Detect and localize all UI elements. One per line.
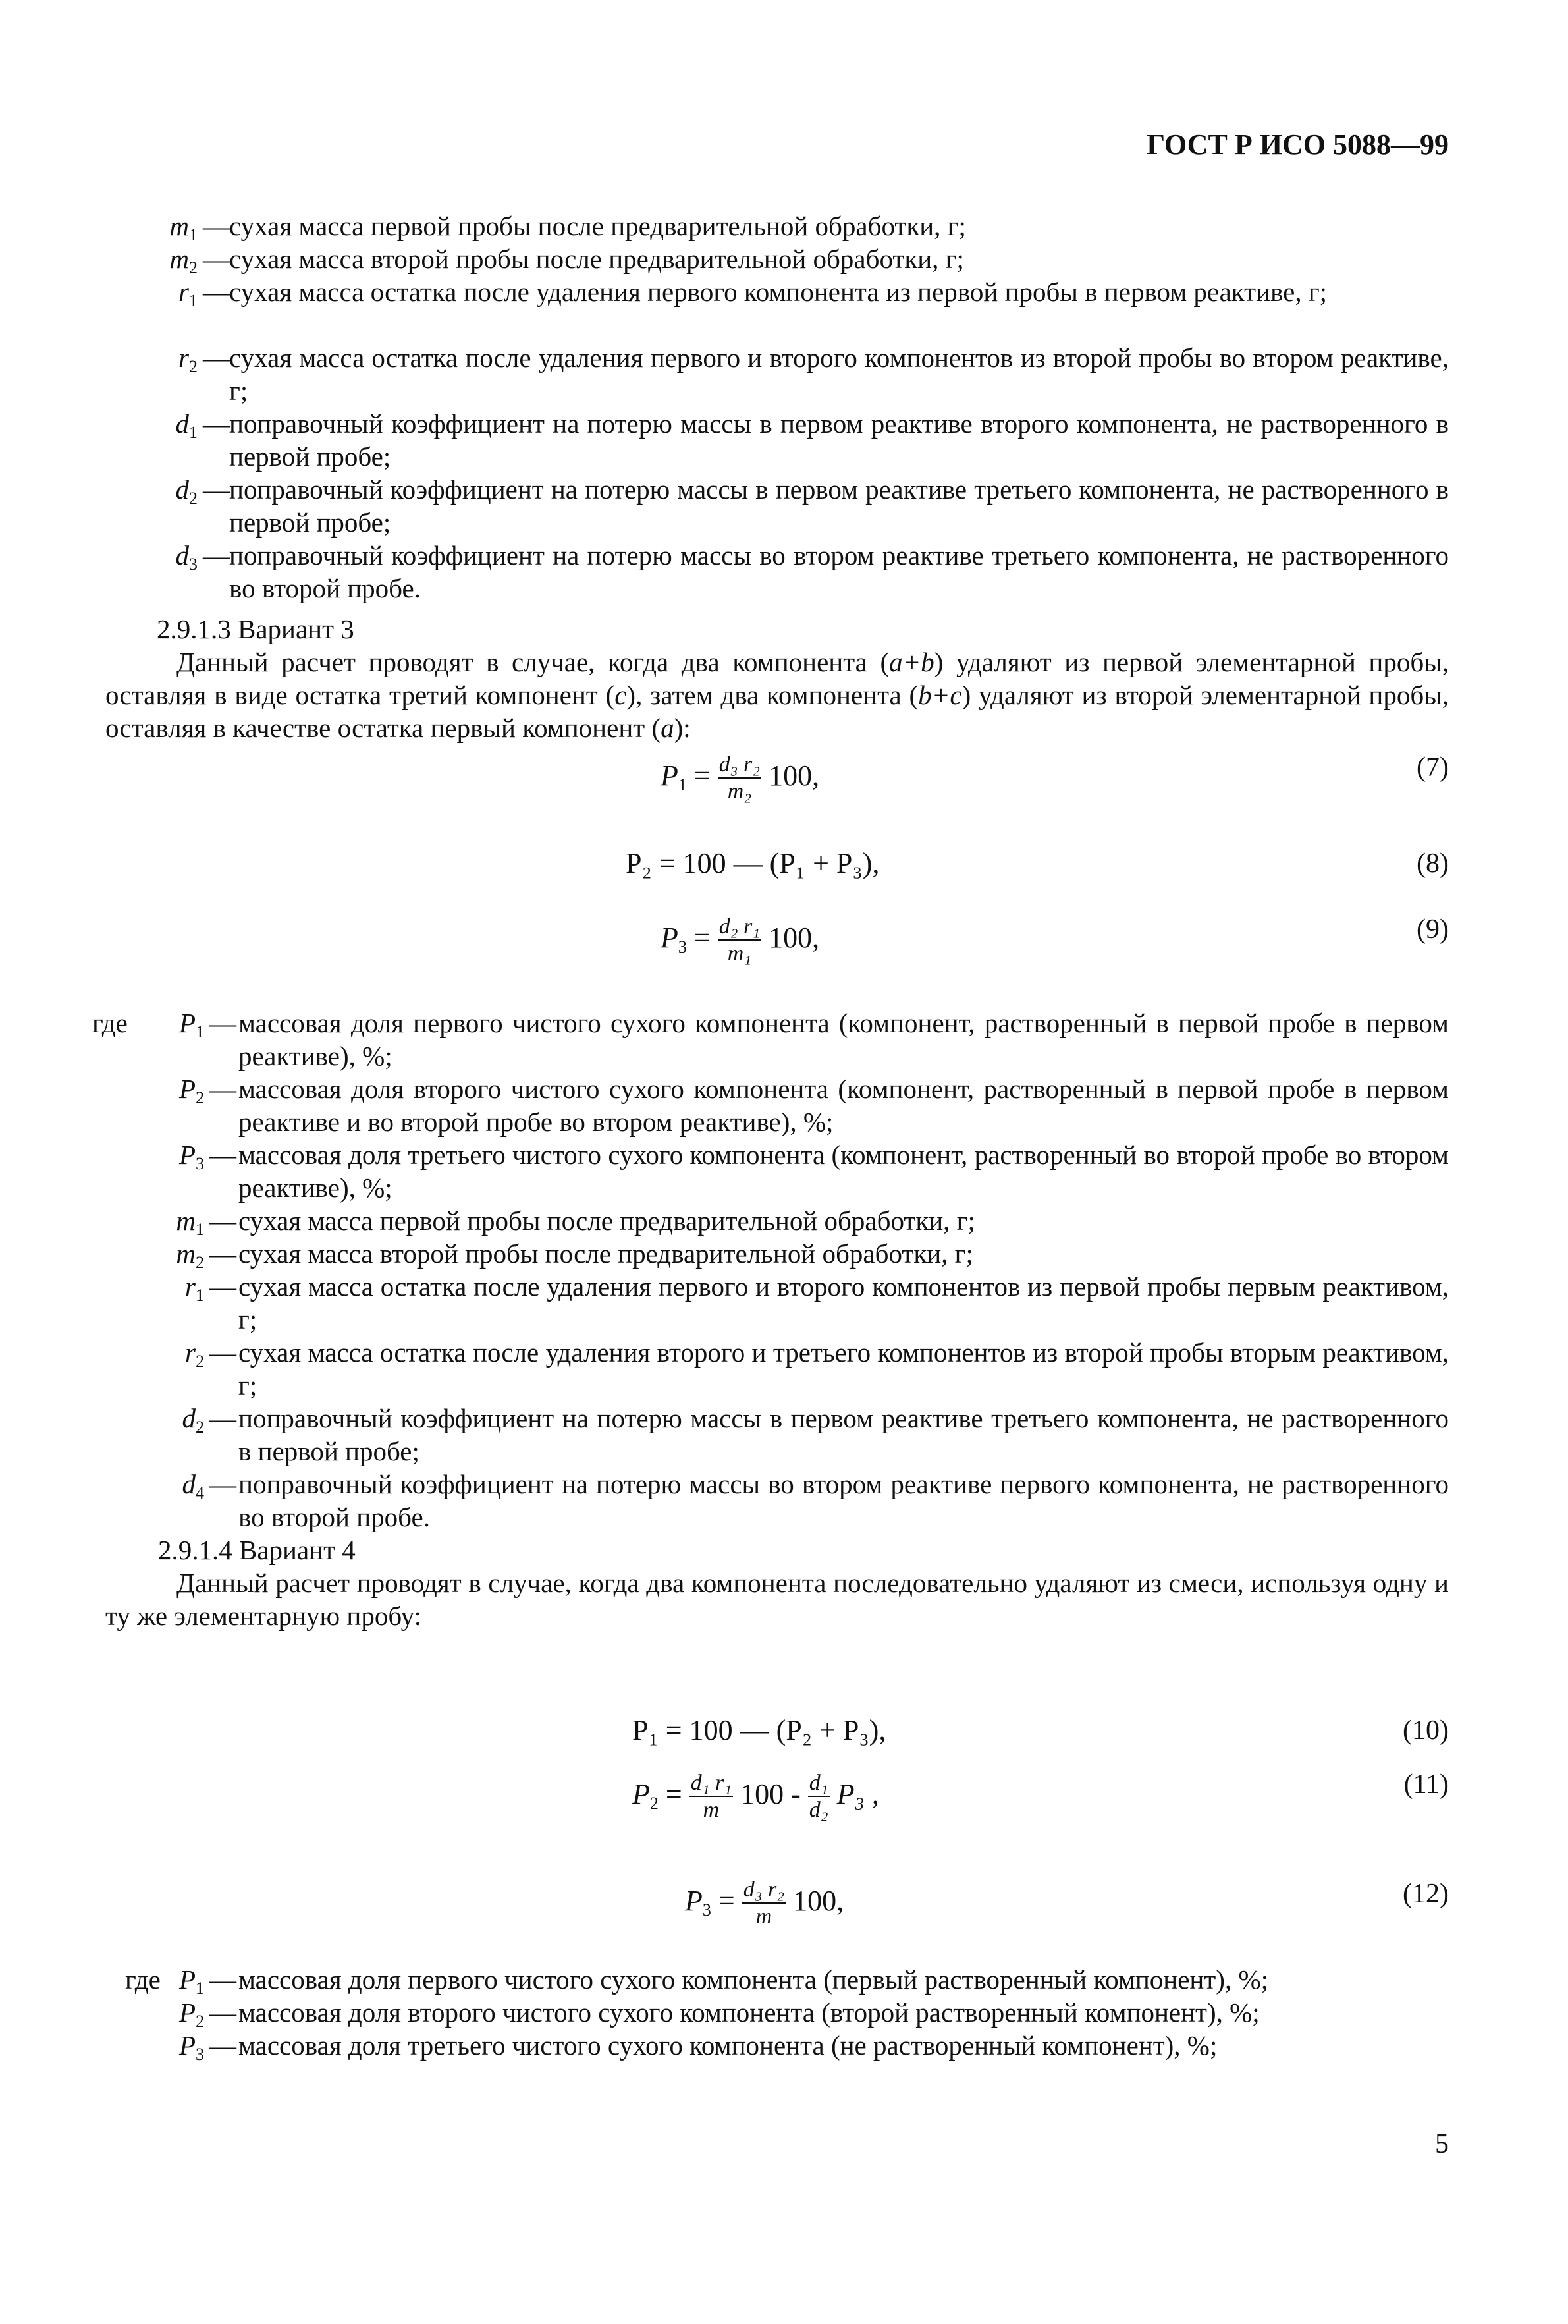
document-header: ГОСТ Р ИСО 5088—99 (1147, 128, 1449, 161)
definition-dash: — (203, 211, 230, 241)
definition-symbol: $d_2$ (175, 474, 198, 508)
section-paragraph-variant-3: Данный расчет проводят в случае, когда два компонента (a+b) удаляют из первой элементарной пробы, оставляя в виде остатка третий компонент (c), затем два компонента (b+c) удаляют из второй элементарной пробы, оставляя в качестве остатка первый компонент (a): (105, 647, 1449, 743)
definition-symbol: $d_3$ (175, 540, 198, 574)
definition-text: массовая доля первого чистого сухого компонента (первый растворенный компонент), %; (238, 1964, 1268, 1995)
definition-text: сухая масса второй пробы после предварительной обработки, г; (238, 1238, 973, 1269)
definition-text: поправочный коэффициент на потерю массы в первом реактиве третьего компонента, не растворенного в первой пробе; (229, 474, 1449, 538)
definition-symbol: $m_2$ (169, 244, 198, 277)
definition-text: сухая масса второй пробы после предварительной обработки, г; (229, 244, 964, 274)
section-heading-variant-4: 2.9.1.4 Вариант 4 (158, 1535, 356, 1565)
formula-9-lhs: $P_3$ (661, 922, 687, 957)
definition-dash: — (209, 1997, 236, 2028)
definition-text: массовая доля третьего чистого сухого компонента (компонент, растворенный во второй пробе во втором реактиве), %; (238, 1140, 1449, 1203)
definition-symbol: $P_3$ (178, 1140, 204, 1173)
definition-text: сухая масса остатка после удаления второго и третьего компонентов из второй пробы вторым реактивом, г; (238, 1337, 1449, 1400)
definition-dash: — (203, 408, 230, 439)
definition-symbol: $m_2$ (176, 1238, 204, 1272)
definition-symbol: $r_1$ (178, 277, 198, 310)
definition-text: сухая масса первой пробы после предварительной обработки, г; (229, 211, 966, 241)
definition-dash: — (209, 1469, 236, 1499)
definition-dash: — (209, 1205, 236, 1236)
definition-symbol: $m_1$ (169, 211, 198, 244)
definition-dash: — (209, 1337, 236, 1368)
definition-dash: — (209, 1271, 236, 1302)
formula-12-fraction: $\frac{\text{d₃ r₂}}{m}$ (743, 1877, 785, 1929)
formula-12-lhs: $P_3$ (685, 1885, 711, 1920)
definition-symbol: $P_3$ (178, 2030, 204, 2064)
definition-dash: — (203, 540, 230, 570)
formula-11: $P_2$ = $\frac{\text{d₁ r₁}}{m}$ 100 - $\frac{\text{d₁}}{\text{d₂}}$ P₃ , (632, 1771, 879, 1822)
definition-dash: — (203, 244, 230, 274)
definition-symbol: $d_1$ (175, 408, 198, 442)
definition-symbol: $r_2$ (178, 343, 198, 376)
formula-12: $P_3$ = $\frac{\text{d₃ r₂}}{m}$ 100, (685, 1877, 844, 1929)
formula-11-fraction-1: $\frac{\text{d₁ r₁}}{m}$ (690, 1771, 732, 1822)
definition-text: массовая доля первого чистого сухого компонента (компонент, растворенный в первой пробе в первом реактиве), %; (238, 1008, 1449, 1071)
definition-symbol: $d_4$ (182, 1469, 204, 1503)
section-heading-variant-3: 2.9.1.3 Вариант 3 (157, 614, 354, 644)
definition-dash: — (203, 343, 230, 373)
definition-symbol: $P_2$ (178, 1997, 204, 2031)
definition-dash: — (209, 1074, 236, 1104)
definition-dash: — (209, 2030, 236, 2061)
definition-text: сухая масса остатка после удаления первого компонента из первой пробы в первом реактиве, г; (229, 277, 1328, 307)
formula-10: P₁ = 100 — (P₂ + P₃), (632, 1714, 886, 1746)
formula-12-number: (12) (1403, 1879, 1449, 1909)
definition-text: сухая масса остатка после удаления первого и второго компонентов из второй пробы во втором реактиве, г; (229, 343, 1449, 406)
definition-text: сухая масса остатка после удаления первого и второго компонентов из первой пробы первым реактивом, г; (238, 1271, 1449, 1335)
definition-dash: — (203, 277, 230, 307)
definition-dash: — (209, 1140, 236, 1170)
definition-symbol: $P_1$ (178, 1964, 204, 1998)
definition-dash: — (209, 1008, 236, 1038)
definition-symbol: $P_1$ (178, 1008, 204, 1041)
formula-9: $P_3$ = $\frac{\text{d₂ r₁}}{\text{m₁}}$ 100, (661, 914, 820, 966)
formula-7-number: (7) (1417, 752, 1449, 783)
where-word-1: где (92, 1008, 128, 1038)
formula-11-number: (11) (1403, 1769, 1449, 1800)
where-word-2: где (125, 1964, 161, 1995)
formula-11-fraction-2: $\frac{\text{d₁}}{\text{d₂}}$ (809, 1771, 828, 1822)
definition-symbol: $m_1$ (176, 1205, 204, 1239)
definition-symbol: $r_1$ (185, 1271, 204, 1305)
section-paragraph-variant-4: Данный расчет проводят в случае, когда два компонента последовательно удаляют из смеси, используя одну и ту же элементарную пробу: (105, 1568, 1449, 1631)
definition-dash: — (209, 1403, 236, 1433)
definition-dash: — (209, 1238, 236, 1269)
definition-text: поправочный коэффициент на потерю массы во втором реактиве третьего компонента, не растворенного во второй пробе. (229, 540, 1449, 603)
formula-11-lhs: $P_2$ (632, 1778, 659, 1813)
formula-7-fraction: $\frac{\text{d₃ r₂}}{\text{m₂}}$ (718, 752, 761, 804)
definition-symbol: $d_2$ (182, 1403, 204, 1437)
formula-8-number: (8) (1417, 848, 1449, 879)
definition-text: массовая доля второго чистого сухого компонента (второй растворенный компонент), %; (238, 1997, 1260, 2028)
formula-10-number: (10) (1403, 1715, 1449, 1746)
definition-dash: — (209, 1964, 236, 1995)
formula-9-fraction: $\frac{\text{d₂ r₁}}{\text{m₁}}$ (718, 914, 761, 966)
definition-text: поправочный коэффициент на потерю массы в первом реактиве второго компонента, не растворенного в первой пробе; (229, 408, 1449, 472)
definition-text: поправочный коэффициент на потерю массы в первом реактиве третьего компонента, не растворенного в первой пробе; (238, 1403, 1449, 1466)
formula-7-lhs: $P_1$ (661, 760, 687, 795)
definition-text: массовая доля третьего чистого сухого компонента (не растворенный компонент), %; (238, 2030, 1218, 2061)
definition-symbol: $P_2$ (178, 1074, 204, 1107)
definition-text: поправочный коэффициент на потерю массы во втором реактиве первого компонента, не растворенного во второй пробе. (238, 1469, 1449, 1532)
definition-symbol: $r_2$ (185, 1337, 204, 1371)
definition-text: сухая масса первой пробы после предварительной обработки, г; (238, 1205, 975, 1236)
formula-7: $P_1$ = $\frac{\text{d₃ r₂}}{\text{m₂}}$ 100, (661, 752, 820, 804)
definition-text: массовая доля второго чистого сухого компонента (компонент, растворенный в первой пробе в первом реактиве и во второй пробе во втором реактиве), %; (238, 1074, 1449, 1137)
formula-9-number: (9) (1417, 914, 1449, 945)
definition-dash: — (203, 474, 230, 505)
page-number: 5 (1435, 2129, 1449, 2159)
formula-8: P₂ = 100 — (P₁ + P₃), (626, 847, 880, 879)
